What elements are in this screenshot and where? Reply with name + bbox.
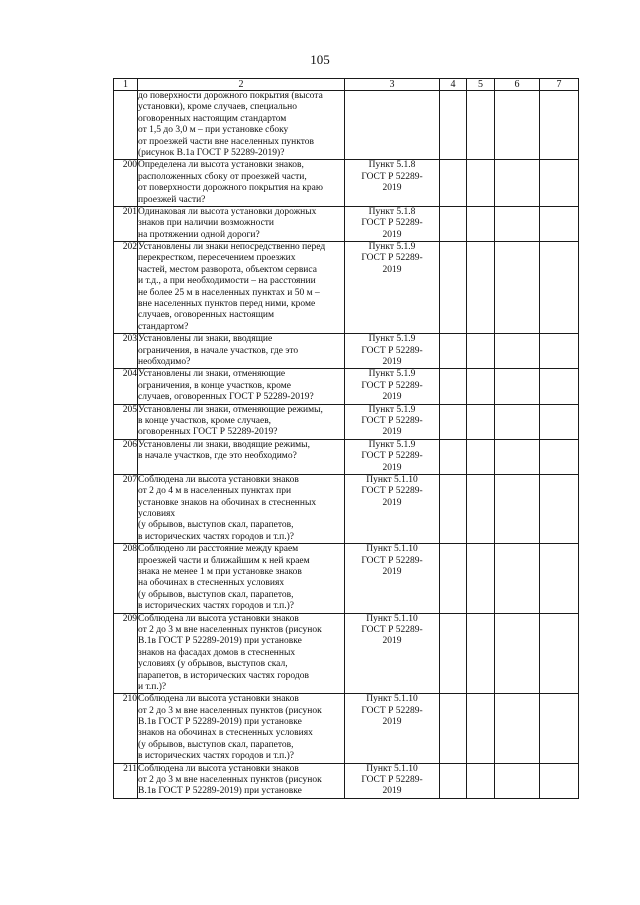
blank-cell-col-6 bbox=[495, 242, 540, 334]
question-cell bbox=[138, 334, 345, 369]
blank-cell-col-5 bbox=[467, 334, 495, 369]
row-number: 204 bbox=[114, 369, 138, 404]
table-row bbox=[114, 694, 579, 763]
reference-line: Пункт 5.1.8 bbox=[368, 160, 416, 171]
blank-cell-col-4 bbox=[440, 334, 467, 369]
reference-line: 2019 bbox=[382, 636, 402, 647]
reference-line: 2019 bbox=[382, 462, 402, 473]
reference-cell bbox=[345, 206, 440, 241]
blank-cell-col-6 bbox=[495, 763, 540, 798]
question-line: оговоренных настоящим стандартом bbox=[138, 113, 287, 124]
blank-cell-col-5 bbox=[467, 404, 495, 439]
blank-cell-col-5 bbox=[467, 763, 495, 798]
question-line: в исторических частях городов и т.п.)? bbox=[138, 601, 294, 612]
question-line: в исторических частях городов и т.п.)? bbox=[138, 531, 294, 542]
header-row bbox=[114, 79, 579, 91]
question-line: в конце участков, кроме случаев, bbox=[138, 415, 272, 426]
question-line: Определена ли высота установки знаков, bbox=[138, 160, 304, 171]
reference-line: Пункт 5.1.10 bbox=[366, 763, 418, 774]
question-line: в исторических частях городов и т.п.)? bbox=[138, 751, 294, 762]
blank-cell-col-5 bbox=[467, 160, 495, 207]
blank-cell-col-4 bbox=[440, 404, 467, 439]
blank-cell-col-6 bbox=[495, 694, 540, 763]
question-cell bbox=[138, 613, 345, 694]
reference-cell bbox=[345, 474, 440, 543]
blank-cell-col-5 bbox=[467, 91, 495, 160]
question-line: знаков на обочинах в стесненных условиях bbox=[138, 728, 313, 739]
blank-cell-col-7 bbox=[540, 404, 579, 439]
question-cell bbox=[138, 242, 345, 334]
blank-cell-col-4 bbox=[440, 160, 467, 207]
header-col-5: 5 bbox=[467, 79, 495, 91]
blank-cell-col-7 bbox=[540, 613, 579, 694]
question-line: В.1в ГОСТ Р 52289-2019) при установке bbox=[138, 636, 302, 647]
question-line: не более 25 м в населенных пунктах и 50 м – bbox=[138, 287, 320, 298]
reference-cell bbox=[345, 160, 440, 207]
question-line: (у обрывов, выступов скал, парапетов, bbox=[138, 520, 294, 531]
reference-line: ГОСТ Р 52289- bbox=[361, 218, 423, 229]
question-line: Соблюдена ли высота установки знаков bbox=[138, 613, 299, 624]
question-cell bbox=[138, 404, 345, 439]
table-row bbox=[114, 404, 579, 439]
reference-line: ГОСТ Р 52289- bbox=[361, 705, 423, 716]
reference-cell bbox=[345, 334, 440, 369]
row-number: 211 bbox=[114, 763, 138, 798]
question-line: парапетов, в исторических частях городов bbox=[138, 670, 309, 681]
question-line: Установлены ли знаки, отменяющие bbox=[138, 369, 286, 380]
row-number: 206 bbox=[114, 439, 138, 474]
reference-line: Пункт 5.1.10 bbox=[366, 613, 418, 624]
header-col-3: 3 bbox=[345, 79, 440, 91]
reference-cell bbox=[345, 544, 440, 613]
reference-line: 2019 bbox=[382, 786, 402, 797]
header-col-4: 4 bbox=[440, 79, 467, 91]
reference-line: Пункт 5.1.9 bbox=[368, 242, 416, 253]
table-row bbox=[114, 613, 579, 694]
question-line: (у обрывов, выступов скал, парапетов, bbox=[138, 589, 294, 600]
question-cell bbox=[138, 544, 345, 613]
blank-cell-col-4 bbox=[440, 206, 467, 241]
question-cell bbox=[138, 474, 345, 543]
checklist-table bbox=[113, 78, 579, 799]
table-row bbox=[114, 763, 579, 798]
reference-line: ГОСТ Р 52289- bbox=[361, 555, 423, 566]
reference-line: ГОСТ Р 52289- bbox=[361, 624, 423, 635]
blank-cell-col-5 bbox=[467, 694, 495, 763]
header-col-2: 2 bbox=[138, 79, 345, 91]
table-row bbox=[114, 160, 579, 207]
question-line: от 2 до 3 м вне населенных пунктов (рисунок bbox=[138, 775, 322, 786]
reference-line: 2019 bbox=[382, 229, 402, 240]
question-line: установки), кроме случаев, специально bbox=[138, 102, 297, 113]
question-line: (рисунок В.1а ГОСТ Р 52289-2019)? bbox=[138, 147, 285, 158]
question-line: условиях (у обрывов, выступов скал, bbox=[138, 659, 288, 670]
header-col-7: 7 bbox=[540, 79, 579, 91]
blank-cell-col-6 bbox=[495, 404, 540, 439]
blank-cell-col-6 bbox=[495, 206, 540, 241]
row-number bbox=[114, 91, 138, 160]
reference-line: ГОСТ Р 52289- bbox=[361, 345, 423, 356]
blank-cell-col-4 bbox=[440, 613, 467, 694]
blank-cell-col-7 bbox=[540, 694, 579, 763]
blank-cell-col-4 bbox=[440, 369, 467, 404]
blank-cell-col-4 bbox=[440, 91, 467, 160]
question-line: на обочинах в стесненных условиях bbox=[138, 578, 285, 589]
table-body bbox=[114, 91, 579, 799]
reference-line: Пункт 5.1.9 bbox=[368, 334, 416, 345]
blank-cell-col-7 bbox=[540, 763, 579, 798]
blank-cell-col-4 bbox=[440, 439, 467, 474]
row-number: 208 bbox=[114, 544, 138, 613]
reference-line: 2019 bbox=[382, 356, 402, 367]
blank-cell-col-7 bbox=[540, 369, 579, 404]
reference-line: 2019 bbox=[382, 392, 402, 403]
row-number: 201 bbox=[114, 206, 138, 241]
question-line: В.1в ГОСТ Р 52289-2019) при установке bbox=[138, 717, 302, 728]
question-line: Установлены ли знаки непосредственно перед bbox=[138, 242, 326, 253]
row-number: 210 bbox=[114, 694, 138, 763]
question-line: вне населенных пунктов перед ними, кроме bbox=[138, 299, 316, 310]
question-line: Соблюдена ли высота установки знаков bbox=[138, 763, 299, 774]
question-line: проезжей части и ближайшим к ней краем bbox=[138, 555, 310, 566]
page-number: 105 bbox=[310, 52, 330, 67]
question-line: Соблюдено ли расстояние между краем bbox=[138, 544, 299, 555]
blank-cell-col-4 bbox=[440, 242, 467, 334]
header-col-6: 6 bbox=[495, 79, 540, 91]
reference-line: 2019 bbox=[382, 497, 402, 508]
question-line: стандартом? bbox=[138, 321, 189, 332]
blank-cell-col-6 bbox=[495, 474, 540, 543]
question-line: случаев, оговоренных настоящим bbox=[138, 310, 275, 321]
reference-cell bbox=[345, 91, 440, 160]
blank-cell-col-5 bbox=[467, 474, 495, 543]
row-number: 200 bbox=[114, 160, 138, 207]
blank-cell-col-4 bbox=[440, 694, 467, 763]
reference-line: ГОСТ Р 52289- bbox=[361, 415, 423, 426]
blank-cell-col-4 bbox=[440, 474, 467, 543]
question-line: до поверхности дорожного покрытия (высота bbox=[138, 91, 323, 101]
question-line: от 2 до 4 м в населенных пунктах при bbox=[138, 486, 292, 497]
reference-cell bbox=[345, 613, 440, 694]
question-line: В.1в ГОСТ Р 52289-2019) при установке bbox=[138, 786, 302, 797]
reference-line: Пункт 5.1.8 bbox=[368, 206, 416, 217]
row-number: 202 bbox=[114, 242, 138, 334]
question-line: от 1,5 до 3,0 м – при установке сбоку bbox=[138, 125, 289, 136]
header-col-1: 1 bbox=[114, 79, 138, 91]
question-line: на протяжении одной дороги? bbox=[138, 229, 260, 240]
blank-cell-col-4 bbox=[440, 544, 467, 613]
table-row bbox=[114, 91, 579, 160]
blank-cell-col-7 bbox=[540, 206, 579, 241]
question-line: перекрестком, пересечением проезжих bbox=[138, 253, 296, 264]
reference-line: Пункт 5.1.10 bbox=[366, 544, 418, 555]
reference-line: ГОСТ Р 52289- bbox=[361, 451, 423, 462]
row-number: 203 bbox=[114, 334, 138, 369]
row-number: 209 bbox=[114, 613, 138, 694]
reference-line: 2019 bbox=[382, 183, 402, 194]
question-cell bbox=[138, 439, 345, 474]
question-line: в начале участков, где это необходимо? bbox=[138, 451, 297, 462]
reference-cell bbox=[345, 369, 440, 404]
blank-cell-col-5 bbox=[467, 613, 495, 694]
question-line: от проезжей части вне населенных пунктов bbox=[138, 136, 315, 147]
table-row bbox=[114, 206, 579, 241]
table-row bbox=[114, 474, 579, 543]
reference-line: Пункт 5.1.9 bbox=[368, 439, 416, 450]
question-line: Установлены ли знаки, вводящие bbox=[138, 334, 273, 345]
question-line: ограничения, в конце участков, кроме bbox=[138, 380, 291, 391]
question-line: Одинаковая ли высота установки дорожных bbox=[138, 206, 317, 217]
blank-cell-col-7 bbox=[540, 334, 579, 369]
question-line: расположенных сбоку от проезжей части, bbox=[138, 171, 307, 182]
blank-cell-col-6 bbox=[495, 334, 540, 369]
blank-cell-col-5 bbox=[467, 544, 495, 613]
question-cell bbox=[138, 763, 345, 798]
question-line: условиях bbox=[138, 509, 176, 520]
question-cell bbox=[138, 206, 345, 241]
blank-cell-col-5 bbox=[467, 369, 495, 404]
question-cell bbox=[138, 160, 345, 207]
blank-cell-col-5 bbox=[467, 439, 495, 474]
question-line: (у обрывов, выступов скал, парапетов, bbox=[138, 739, 294, 750]
question-line: и т.д., а при необходимости – на расстоянии bbox=[138, 276, 316, 287]
question-line: случаев, оговоренных ГОСТ Р 52289-2019? bbox=[138, 392, 314, 403]
question-line: Соблюдена ли высота установки знаков bbox=[138, 474, 299, 485]
blank-cell-col-7 bbox=[540, 242, 579, 334]
reference-cell bbox=[345, 404, 440, 439]
reference-line: 2019 bbox=[382, 264, 402, 275]
table-row bbox=[114, 334, 579, 369]
blank-cell-col-7 bbox=[540, 160, 579, 207]
blank-cell-col-6 bbox=[495, 613, 540, 694]
reference-cell bbox=[345, 242, 440, 334]
blank-cell-col-6 bbox=[495, 91, 540, 160]
table-row bbox=[114, 544, 579, 613]
reference-line: ГОСТ Р 52289- bbox=[361, 775, 423, 786]
reference-line: ГОСТ Р 52289- bbox=[361, 171, 423, 182]
reference-line: Пункт 5.1.10 bbox=[366, 694, 418, 705]
blank-cell-col-5 bbox=[467, 242, 495, 334]
table-row bbox=[114, 439, 579, 474]
blank-cell-col-4 bbox=[440, 763, 467, 798]
blank-cell-col-6 bbox=[495, 160, 540, 207]
question-cell bbox=[138, 369, 345, 404]
question-line: и т.п.)? bbox=[138, 681, 167, 692]
reference-line: Пункт 5.1.10 bbox=[366, 474, 418, 485]
blank-cell-col-5 bbox=[467, 206, 495, 241]
row-number: 205 bbox=[114, 404, 138, 439]
table-row bbox=[114, 242, 579, 334]
reference-cell bbox=[345, 439, 440, 474]
row-number: 207 bbox=[114, 474, 138, 543]
reference-line: 2019 bbox=[382, 427, 402, 438]
question-line: Соблюдена ли высота установки знаков bbox=[138, 694, 299, 705]
question-line: знаков на фасадах домов в стесненных bbox=[138, 647, 296, 658]
blank-cell-col-7 bbox=[540, 91, 579, 160]
blank-cell-col-7 bbox=[540, 439, 579, 474]
reference-line: Пункт 5.1.9 bbox=[368, 404, 416, 415]
blank-cell-col-6 bbox=[495, 439, 540, 474]
reference-line: ГОСТ Р 52289- bbox=[361, 380, 423, 391]
question-line: ограничения, в начале участков, где это bbox=[138, 345, 299, 356]
blank-cell-col-6 bbox=[495, 544, 540, 613]
question-line: установке знаков на обочинах в стесненных bbox=[138, 497, 317, 508]
table-row bbox=[114, 369, 579, 404]
question-line: частей, местом разворота, объектом сервиса bbox=[138, 264, 317, 275]
question-line: от поверхности дорожного покрытия на краю bbox=[138, 183, 323, 194]
reference-line: 2019 bbox=[382, 567, 402, 578]
reference-line: ГОСТ Р 52289- bbox=[361, 253, 423, 264]
question-cell bbox=[138, 91, 345, 160]
question-line: знака не менее 1 м при установке знаков bbox=[138, 567, 302, 578]
question-line: Установлены ли знаки, отменяющие режимы, bbox=[138, 404, 323, 415]
reference-line: 2019 bbox=[382, 717, 402, 728]
question-line: оговоренных ГОСТ Р 52289-2019? bbox=[138, 427, 278, 438]
blank-cell-col-6 bbox=[495, 369, 540, 404]
question-line: проезжей части? bbox=[138, 194, 206, 205]
reference-line: Пункт 5.1.9 bbox=[368, 369, 416, 380]
question-line: необходимо? bbox=[138, 356, 191, 367]
question-line: знаков при наличии возможности bbox=[138, 218, 275, 229]
question-line: от 2 до 3 м вне населенных пунктов (рисунок bbox=[138, 624, 322, 635]
reference-line: ГОСТ Р 52289- bbox=[361, 486, 423, 497]
reference-cell bbox=[345, 763, 440, 798]
reference-cell bbox=[345, 694, 440, 763]
question-line: от 2 до 3 м вне населенных пунктов (рисунок bbox=[138, 705, 322, 716]
question-cell bbox=[138, 694, 345, 763]
blank-cell-col-7 bbox=[540, 474, 579, 543]
question-line: Установлены ли знаки, вводящие режимы, bbox=[138, 439, 310, 450]
blank-cell-col-7 bbox=[540, 544, 579, 613]
